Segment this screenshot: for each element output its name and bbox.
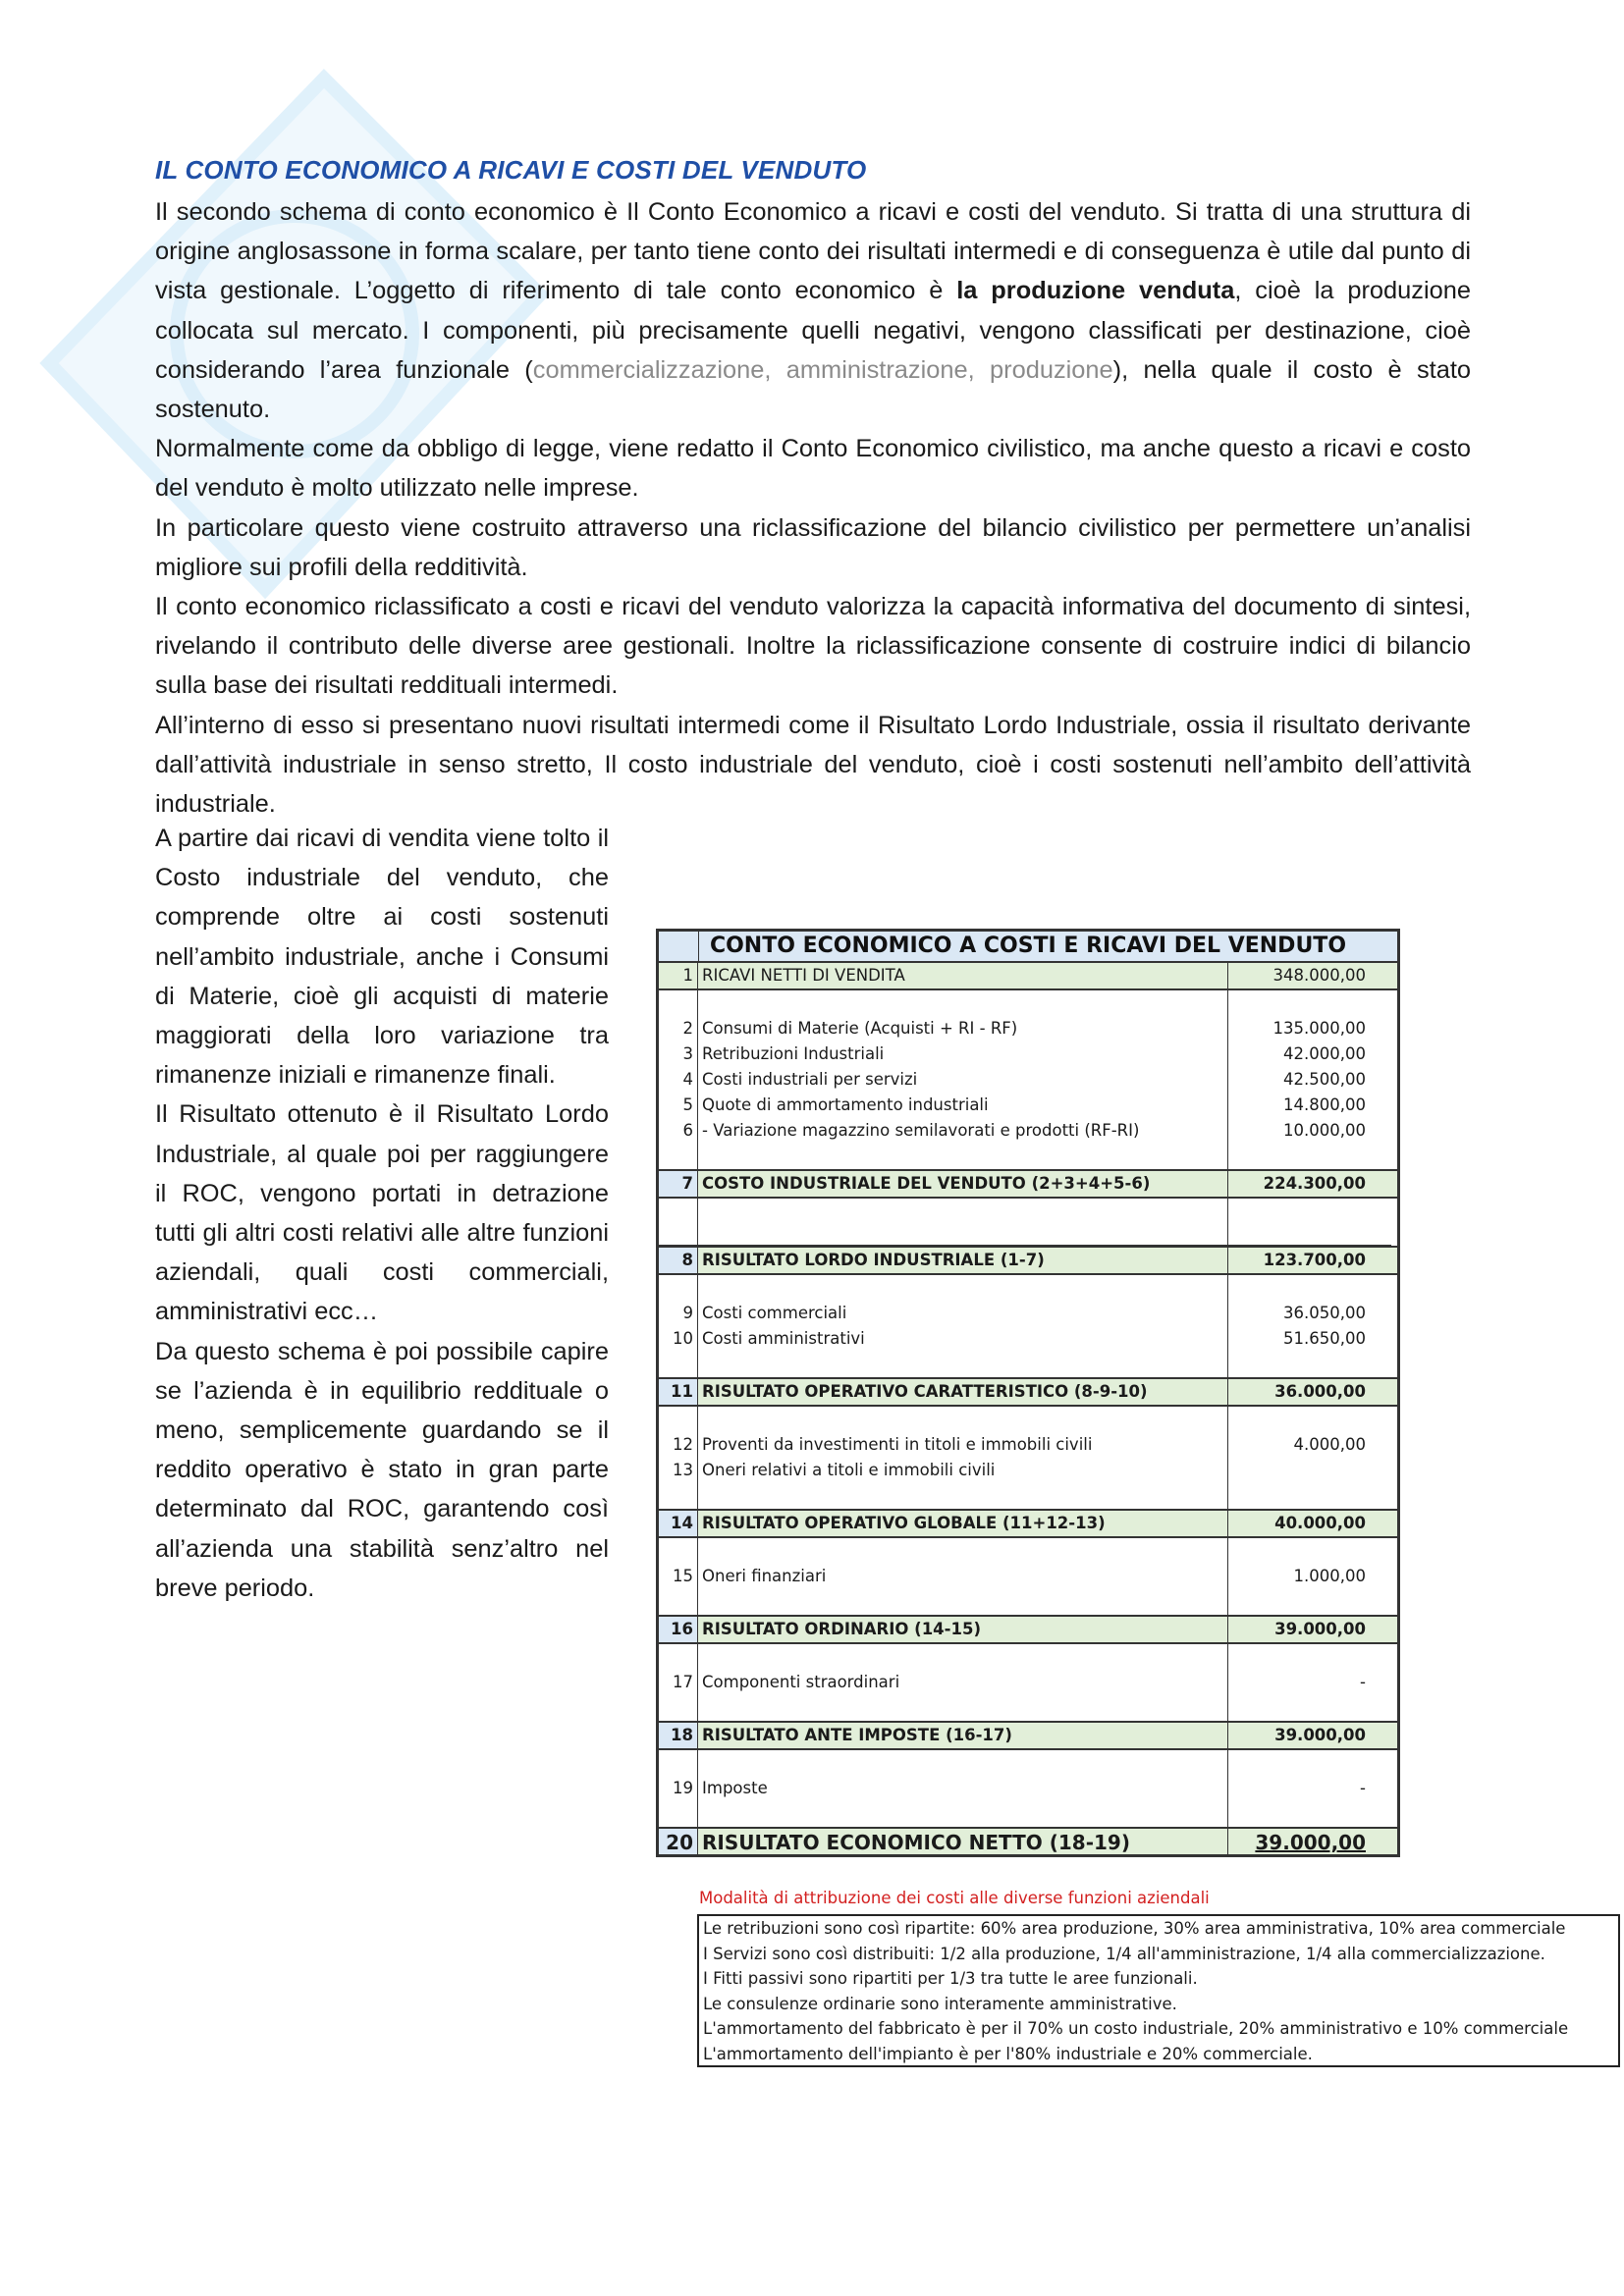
table-cell-label: Consumi di Materie (Acquisti + RI - RF) bbox=[698, 1016, 1228, 1041]
table-cell-value bbox=[1228, 1695, 1391, 1721]
table-cell-value bbox=[1228, 1275, 1391, 1301]
table-row bbox=[659, 1093, 1397, 1118]
table-cell-label: Quote di ammortamento industriali bbox=[698, 1093, 1228, 1118]
table-cell-label: - Variazione magazzino semilavorati e prodotti (RF-RI) bbox=[698, 1118, 1228, 1144]
table-body bbox=[659, 963, 1397, 1854]
table-row bbox=[659, 1432, 1397, 1458]
table-cell-label bbox=[698, 1695, 1228, 1721]
notes-title: Modalità di attribuzione dei costi alle diverse funzioni aziendali bbox=[699, 1889, 1210, 1907]
table-cell-label: Proventi da investimenti in titoli e immobili civili bbox=[698, 1432, 1228, 1458]
table-row bbox=[659, 963, 1397, 990]
table-cell-number: 12 bbox=[659, 1432, 698, 1458]
table-cell-value bbox=[1228, 1199, 1391, 1246]
table-cell-value bbox=[1228, 1483, 1391, 1509]
income-statement-table bbox=[656, 929, 1400, 1857]
table-cell-label bbox=[698, 1275, 1228, 1301]
table-cell-label: Costi industriali per servizi bbox=[698, 1067, 1228, 1093]
table-cell-label bbox=[698, 990, 1228, 1016]
section-heading: IL CONTO ECONOMICO A RICAVI E COSTI DEL VENDUTO bbox=[155, 155, 867, 185]
table-cell-value: 10.000,00 bbox=[1283, 1121, 1366, 1140]
table-cell-label: COSTO INDUSTRIALE DEL VENDUTO (2+3+4+5-6) bbox=[698, 1171, 1228, 1197]
table-cell-value: 42.500,00 bbox=[1283, 1070, 1366, 1089]
table-cell-label bbox=[698, 1407, 1228, 1432]
table-row bbox=[659, 1041, 1397, 1067]
table-cell-number: 20 bbox=[659, 1829, 698, 1854]
table-cell-value: 51.650,00 bbox=[1283, 1329, 1366, 1348]
table-cell-value: - bbox=[1360, 1673, 1366, 1691]
side-paragraph-1: A partire dai ricavi di vendita viene tolto il Costo industriale del venduto, che comprende oltre ai costi sostenuti nell’ambito industriale, anche i Consumi di Materie, cioè gli acquisti di materie maggiorati della loro variazione tra rimanenze iniziali e rimanenze finali. bbox=[155, 825, 609, 1090]
table-title-row bbox=[659, 932, 1397, 963]
table-row bbox=[659, 1301, 1397, 1326]
intro-paragraph-3: In particolare questo viene costruito attraverso una riclassificazione del bilancio civilistico per permettere un’analisi migliore sui profili della redditività. bbox=[155, 513, 1471, 581]
intro-paragraph-5: All’interno di esso si presentano nuovi risultati intermedi come il Risultato Lordo Industriale, ossia il risultato derivante dall’attività industriale in senso stretto, Il costo industriale del venduto, cioè i costi sostenuti nell’ambito dell’attività industriale. bbox=[155, 711, 1471, 819]
table-row bbox=[659, 1615, 1397, 1644]
table-cell-value: 224.300,00 bbox=[1263, 1174, 1366, 1193]
table-cell-value: 36.050,00 bbox=[1283, 1304, 1366, 1322]
table-cell-number bbox=[659, 1801, 698, 1827]
table-cell-value bbox=[1228, 1407, 1391, 1432]
table-cell-number bbox=[659, 990, 698, 1016]
table-cell-number bbox=[659, 1275, 698, 1301]
table-row bbox=[659, 1246, 1397, 1275]
table-cell-number bbox=[659, 1589, 698, 1615]
notes-line: L'ammortamento dell'impianto è per l'80% industriale e 20% commerciale. bbox=[703, 2044, 1313, 2063]
table-cell-label: Costi amministrativi bbox=[698, 1326, 1228, 1352]
table-cell-value: 135.000,00 bbox=[1272, 1019, 1366, 1038]
table-cell-number: 7 bbox=[659, 1171, 698, 1197]
table-row bbox=[659, 990, 1397, 1016]
table-row bbox=[659, 1067, 1397, 1093]
table-row bbox=[659, 1721, 1397, 1750]
table-cell-value bbox=[1228, 990, 1391, 1016]
table-cell-label: Componenti straordinari bbox=[698, 1670, 1228, 1695]
table-cell-label: RISULTATO OPERATIVO GLOBALE (11+12-13) bbox=[698, 1511, 1228, 1536]
table-cell-number bbox=[659, 1407, 698, 1432]
table-cell-value: 39.000,00 bbox=[1255, 1831, 1366, 1854]
table-row bbox=[659, 1016, 1397, 1041]
table-row bbox=[659, 1827, 1397, 1854]
table-cell-value bbox=[1228, 1144, 1391, 1169]
table-cell-value: 39.000,00 bbox=[1274, 1726, 1366, 1744]
table-cell-number: 1 bbox=[659, 963, 698, 988]
table-cell-number: 14 bbox=[659, 1511, 698, 1536]
intro-text bbox=[155, 192, 1471, 824]
table-row bbox=[659, 1538, 1397, 1564]
table-cell-label: RICAVI NETTI DI VENDITA bbox=[698, 963, 1228, 988]
table-row bbox=[659, 1564, 1397, 1589]
notes-line: I Servizi sono così distribuiti: 1/2 alla produzione, 1/4 all'amministrazione, 1/4 alla commercializzazione. bbox=[703, 1944, 1545, 1963]
table-cell-number: 13 bbox=[659, 1458, 698, 1483]
table-cell-label: Oneri relativi a titoli e immobili civili bbox=[698, 1458, 1228, 1483]
table-row bbox=[659, 1199, 1397, 1246]
table-row bbox=[659, 1326, 1397, 1352]
table-title-num-cell bbox=[659, 932, 699, 961]
table-cell-number: 17 bbox=[659, 1670, 698, 1695]
table-cell-label bbox=[698, 1352, 1228, 1377]
table-row bbox=[659, 1589, 1397, 1615]
table-cell-number: 6 bbox=[659, 1118, 698, 1144]
table-cell-number: 18 bbox=[659, 1723, 698, 1748]
table-cell-value: 348.000,00 bbox=[1272, 966, 1366, 985]
table-cell-label bbox=[698, 1199, 1228, 1246]
table-cell-label: RISULTATO LORDO INDUSTRIALE (1-7) bbox=[698, 1248, 1228, 1273]
table-cell-label bbox=[698, 1589, 1228, 1615]
table-row bbox=[659, 1458, 1397, 1483]
table-cell-label: RISULTATO ORDINARIO (14-15) bbox=[698, 1617, 1228, 1642]
table-row bbox=[659, 1509, 1397, 1538]
table-cell-number: 16 bbox=[659, 1617, 698, 1642]
table-cell-number: 10 bbox=[659, 1326, 698, 1352]
table-cell-value bbox=[1228, 1750, 1391, 1776]
table-cell-value bbox=[1228, 1352, 1391, 1377]
table-cell-label: RISULTATO ANTE IMPOSTE (16-17) bbox=[698, 1723, 1228, 1748]
table-row bbox=[659, 1695, 1397, 1721]
table-cell-label: Costi commerciali bbox=[698, 1301, 1228, 1326]
table-cell-value: 36.000,00 bbox=[1274, 1382, 1366, 1401]
table-cell-value: 39.000,00 bbox=[1274, 1620, 1366, 1638]
table-cell-label bbox=[698, 1801, 1228, 1827]
table-row bbox=[659, 1801, 1397, 1827]
intro-paragraph-1: Il secondo schema di conto economico è Il Conto Economico a ricavi e costi del venduto. Si tratta di una struttura di origine anglosassone in forma scalare, per tanto tiene conto dei risultati intermedi e di conseguenza è utile dal punto di vista gestionale. L’oggetto di riferimento di tale conto economico è la produzione venduta, cioè la produzione collocata sul mercato. I componenti, più precisamente quelli negativi, vengono classificati per destinazione, cioè considerando l’area funzionale (commercializzazione, amministrazione, produzione), nella quale il costo è stato sostenuto. bbox=[155, 198, 1471, 424]
table-cell-label bbox=[698, 1750, 1228, 1776]
table-cell-number bbox=[659, 1483, 698, 1509]
table-cell-number bbox=[659, 1144, 698, 1169]
side-paragraph-3: Da questo schema è poi possibile capire se l’azienda è in equilibrio reddituale o meno, semplicemente guardando se il reddito operativo è stato in gran parte determinato dal ROC, garantendo così all’azienda una stabilità senz’altro nel breve periodo. bbox=[155, 1337, 609, 1602]
table-cell-value bbox=[1228, 1589, 1391, 1615]
table-cell-label bbox=[698, 1483, 1228, 1509]
table-cell-number bbox=[659, 1199, 698, 1246]
table-row bbox=[659, 1776, 1397, 1801]
table-cell-label bbox=[698, 1644, 1228, 1670]
intro-paragraph-2: Normalmente come da obbligo di legge, viene redatto il Conto Economico civilistico, ma anche questo a ricavi e costo del venduto è molto utilizzato nelle imprese. bbox=[155, 435, 1471, 503]
table-title: CONTO ECONOMICO A COSTI E RICAVI DEL VENDUTO bbox=[709, 934, 1347, 958]
table-cell-label: RISULTATO OPERATIVO CARATTERISTICO (8-9-10) bbox=[698, 1379, 1228, 1405]
table-cell-label: Retribuzioni Industriali bbox=[698, 1041, 1228, 1067]
table-row bbox=[659, 1275, 1397, 1301]
table-cell-number: 5 bbox=[659, 1093, 698, 1118]
table-cell-value: 123.700,00 bbox=[1263, 1251, 1366, 1269]
table-cell-value: 40.000,00 bbox=[1274, 1514, 1366, 1532]
notes-line: Le retribuzioni sono così ripartite: 60% area produzione, 30% area amministrativa, 10% area commerciale bbox=[703, 1919, 1566, 1938]
table-cell-number bbox=[659, 1644, 698, 1670]
notes-line: I Fitti passivi sono ripartiti per 1/3 tra tutte le aree funzionali. bbox=[703, 1969, 1198, 1989]
table-cell-number bbox=[659, 1352, 698, 1377]
table-cell-number: 4 bbox=[659, 1067, 698, 1093]
table-cell-label: Imposte bbox=[698, 1776, 1228, 1801]
table-row bbox=[659, 1144, 1397, 1169]
table-cell-value: - bbox=[1360, 1779, 1366, 1797]
table-cell-number: 11 bbox=[659, 1379, 698, 1405]
table-cell-number: 9 bbox=[659, 1301, 698, 1326]
side-paragraph-2: Il Risultato ottenuto è il Risultato Lordo Industriale, al quale poi per raggiungere il ROC, vengono portati in detrazione tutti gli altri costi relativi alle altre funzioni aziendali, quali costi commerciali, amministrativi ecc… bbox=[155, 1100, 609, 1326]
notes-line: L'ammortamento del fabbricato è per il 70% un costo industriale, 20% amministrativo e 10% commerciale bbox=[703, 2019, 1569, 2039]
table-row bbox=[659, 1644, 1397, 1670]
table-cell-number bbox=[659, 1750, 698, 1776]
table-cell-label: RISULTATO ECONOMICO NETTO (18-19) bbox=[698, 1829, 1228, 1854]
table-row bbox=[659, 1118, 1397, 1144]
table-row bbox=[659, 1407, 1397, 1432]
table-cell-label: Oneri finanziari bbox=[698, 1564, 1228, 1589]
table-cell-number: 3 bbox=[659, 1041, 698, 1067]
notes-box bbox=[697, 1914, 1620, 2067]
table-row bbox=[659, 1169, 1397, 1199]
table-cell-number: 19 bbox=[659, 1776, 698, 1801]
table-row bbox=[659, 1377, 1397, 1407]
table-cell-value: 14.800,00 bbox=[1283, 1095, 1366, 1114]
table-cell-value bbox=[1228, 1458, 1391, 1483]
table-row bbox=[659, 1352, 1397, 1377]
table-cell-number bbox=[659, 1538, 698, 1564]
intro-paragraph-4: Il conto economico riclassificato a costi e ricavi del venduto valorizza la capacità informativa del documento di sintesi, rivelando il contributo delle diverse aree gestionali. Inoltre la riclassificazione consente di costruire indici di bilancio sulla base dei risultati reddituali intermedi. bbox=[155, 593, 1471, 700]
table-cell-number: 8 bbox=[659, 1248, 698, 1273]
table-cell-number bbox=[659, 1695, 698, 1721]
side-text bbox=[155, 819, 609, 1608]
table-row bbox=[659, 1750, 1397, 1776]
table-cell-label bbox=[698, 1538, 1228, 1564]
table-cell-label bbox=[698, 1144, 1228, 1169]
table-row bbox=[659, 1483, 1397, 1509]
table-cell-number: 15 bbox=[659, 1564, 698, 1589]
table-cell-value: 1.000,00 bbox=[1293, 1567, 1366, 1585]
table-row bbox=[659, 1670, 1397, 1695]
notes-line: Le consulenze ordinarie sono interamente amministrative. bbox=[703, 1994, 1177, 2013]
table-cell-value bbox=[1228, 1538, 1391, 1564]
table-cell-value bbox=[1228, 1644, 1391, 1670]
table-cell-value bbox=[1228, 1801, 1391, 1827]
table-cell-value: 4.000,00 bbox=[1293, 1435, 1366, 1454]
table-cell-value: 42.000,00 bbox=[1283, 1044, 1366, 1063]
table-cell-number: 2 bbox=[659, 1016, 698, 1041]
